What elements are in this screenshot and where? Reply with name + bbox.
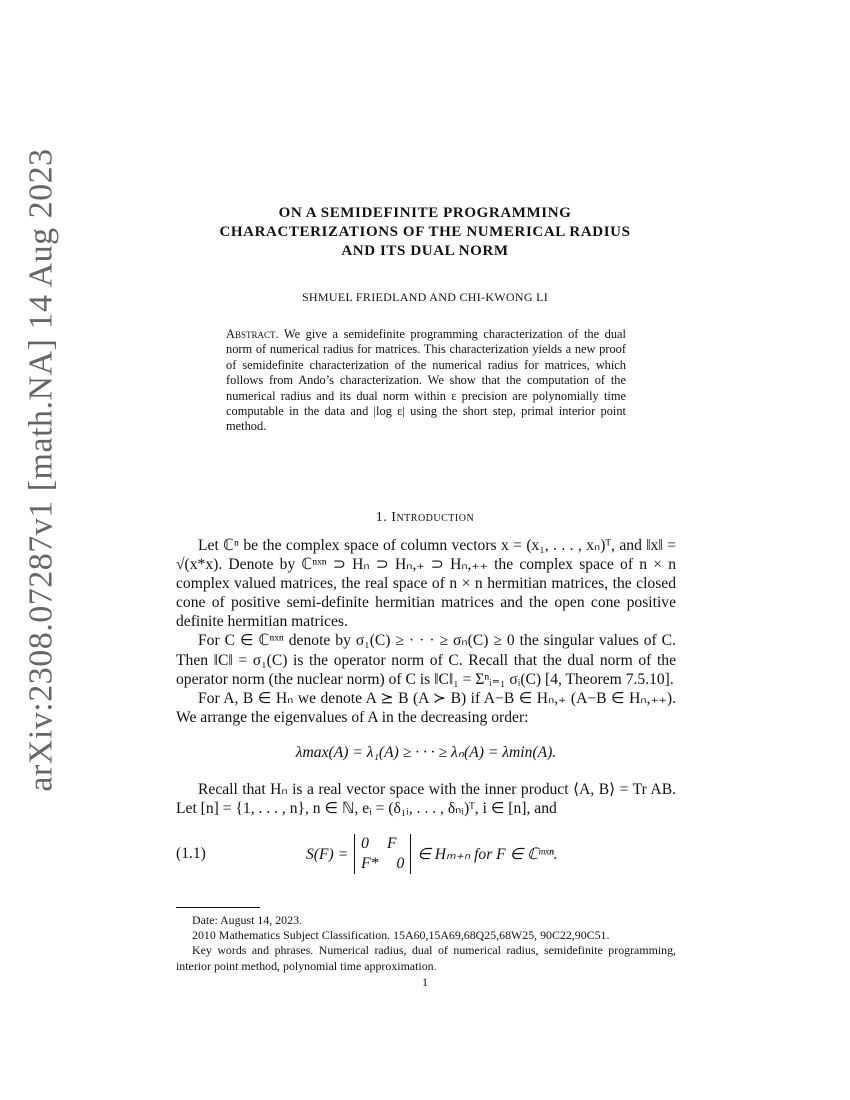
section-number: 1. (375, 510, 388, 525)
block-matrix (354, 834, 411, 874)
paragraph-3: For A, B ∈ Hₙ we denote A ⪰ B (A ≻ B) if A−B ∈ Hₙ,₊ (A−B ∈ Hₙ,₊₊). We arrange the eigenvalues of A in the decreasing order: (176, 689, 676, 726)
paragraph-1: Let ℂⁿ be the complex space of column vectors x = (x₁, . . . , xₙ)ᵀ, and ‖x‖ = √(x*x). Denote by ℂⁿˣⁿ ⊃ Hₙ ⊃ Hₙ,₊ ⊃ Hₙ,₊₊ the complex space of n × n complex valued matrices, the real space of n × n hermitian matrices, the closed cone of positive semi-definite hermitian matrices and the open cone positive definite hermitian matrices. (176, 537, 676, 631)
equation-lhs: S(F) = (306, 845, 349, 863)
equation-rhs: ∈ Hₘ₊ₙ for F ∈ ℂᵐˣⁿ. (417, 845, 558, 863)
abstract-label: Abstract. (226, 327, 279, 341)
matrix-cell: 0 (396, 855, 405, 873)
body-text (176, 536, 676, 886)
paragraph-2: For C ∈ ℂⁿˣⁿ denote by σ₁(C) ≥ · · · ≥ σₙ(C) ≥ 0 the singular values of C. Then ‖C‖ = σ₁(C) is the operator norm of C. Recall that the dual norm of the operator norm (the nuclear norm) of C is ‖C‖₁ = Σⁿᵢ₌₁ σᵢ(C) [4, Theorem 7.5.10]. (176, 632, 676, 688)
footnote-msc: 2010 Mathematics Subject Classification. 15A60,15A69,68Q25,68W25, 90C22,90C51. (192, 928, 610, 943)
abstract-text: We give a semidefinite programming characterization of the dual norm of numerical radius for matrices. This characterization yields a new proof of semidefinite characterization of the numerical radius for matrices, which follows from Ando’s characterization. We show that the computation of the numerical radius and its dual norm within ε precision are polynomially time computable in the data and |log ε| using the short step, primal interior point method. (226, 327, 627, 434)
footnote-rule (176, 907, 260, 908)
matrix-cell: F* (361, 855, 379, 873)
paper-title (160, 204, 690, 261)
equation-body (306, 828, 558, 880)
arxiv-stamp-text: arXiv:2308.07287v1 [math.NA] 14 Aug 2023 (23, 148, 60, 792)
abstract (226, 327, 626, 435)
title-line-1: ON A SEMIDEFINITE PROGRAMMING (278, 205, 572, 221)
section-heading (160, 510, 690, 526)
footnotes (176, 913, 676, 974)
title-line-3: AND ITS DUAL NORM (341, 243, 509, 259)
equation-1-1 (176, 828, 676, 886)
footnote-date: Date: August 14, 2023. (192, 913, 302, 927)
equation-label: (1.1) (176, 845, 206, 863)
title-line-2: CHARACTERIZATIONS OF THE NUMERICAL RADIUS (219, 224, 631, 240)
page-number: 1 (422, 975, 428, 989)
paragraph-4: Recall that Hₙ is a real vector space with the inner product ⟨A, B⟩ = Tr AB. Let [n] = {1, . . . , n}, n ∈ ℕ, eᵢ = (δ₁ᵢ, . . . , δₙᵢ)ᵀ, i ∈ [n], and (176, 781, 676, 818)
matrix-cell: F (386, 835, 397, 853)
matrix-cell: 0 (361, 835, 369, 853)
arxiv-stamp (18, 148, 66, 792)
authors: SHMUEL FRIEDLAND AND CHI-KWONG LI (301, 290, 549, 304)
section-title: Introduction (391, 510, 475, 525)
display-equation: λmax(A) = λ₁(A) ≥ · · · ≥ λₙ(A) = λmin(A). (295, 743, 557, 761)
footnote-keywords: Key words and phrases. Numerical radius, dual of numerical radius, semidefinite programming, interior point method, polynomial time approximation. (176, 943, 676, 973)
